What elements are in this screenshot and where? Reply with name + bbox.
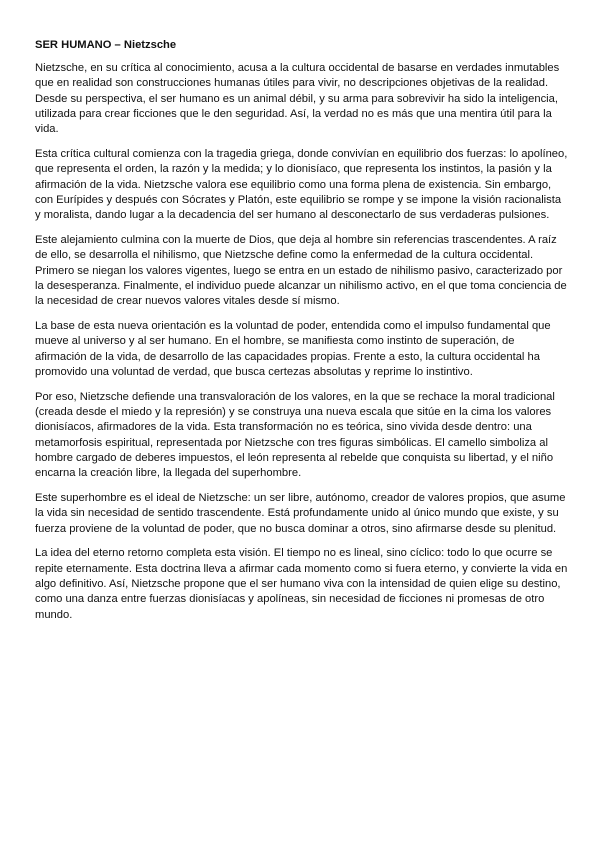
- paragraph-4: La base de esta nueva orientación es la voluntad de poder, entendida como el impulso fundamental que mueve al universo y al ser humano. En el hombre, se manifiesta como instinto de superación, de afirmación de la vida, de desarrollo de las capacidades propias. Frente a esto, la cultura occidental ha promovido una voluntad de verdad, que busca certezas absolutas y reprime lo instintivo.: [35, 319, 551, 378]
- paragraph-1: Nietzsche, en su crítica al conocimiento, acusa a la cultura occidental de basarse en verdades inmutables que en realidad son construcciones humanas útiles para vivir, no descripciones objetivas de la realidad. Desde su perspectiva, el ser humano es un animal débil, y su arma para sobrevivir ha sido la inteligencia, utilizada para crear ficciones que le den seguridad. Así, la verdad no es más que una mentira útil para la vida.: [35, 62, 560, 136]
- paragraph-5: Por eso, Nietzsche defiende una transvaloración de los valores, en la que se rechace la moral tradicional (creada desde el miedo y la represión) y se construya una nueva escala que sitúe en la cima los valores dionisíacos, afirmadores de la vida. Esta transformación no es teórica, sino vivida desde dentro: una metamorfosis espiritual, representada por Nietzsche con tres figuras simbólicas. El camello simboliza al hombre cargado de deberes impuestos, el león representa al rebelde que conquista su libertad, y el niño encarna la creación libre, la llegada del superhombre.: [35, 390, 555, 480]
- paragraph-2: Esta crítica cultural comienza con la tragedia griega, donde convivían en equilibrio dos fuerzas: lo apolíneo, que representa el orden, la razón y la medida; y lo dionisíaco, que representa los instintos, la pasión y la afirmación de la vida. Nietzsche valora ese equilibrio como una forma plena de existencia. Sin embargo, con Eurípides y después con Sócrates y Platón, este equilibrio se rompe y se impone la visión racionalista y moralista, dando lugar a la decadencia del ser humano al desconectarlo de sus verdaderas pulsiones.: [35, 147, 568, 222]
- paragraph-6: Este superhombre es el ideal de Nietzsche: un ser libre, autónomo, creador de valores propios, que asume la vida sin necesidad de sentido trascendente. Está profundamente unido al único mundo que existe, y su fuerza proviene de la voluntad de poder, que no busca dominar a otros, sino afirmarse desde su plenitud.: [35, 491, 566, 535]
- document-page: [35, 38, 569, 632]
- paragraph-7: La idea del eterno retorno completa esta visión. El tiempo no es lineal, sino cíclico: todo lo que ocurre se repite eternamente. Esta doctrina lleva a afirmar cada momento como si fuera eterno, y convierte la vida en algo definitivo. Así, Nietzsche propone que el ser humano viva con la intensidad de quien elige su destino, como una danza entre fuerzas dionisíacas y apolíneas, sin necesidad de ficciones ni promesas de otro mundo.: [35, 547, 568, 621]
- document-title: SER HUMANO – Nietzsche: [35, 39, 177, 51]
- paragraph-3: Este alejamiento culmina con la muerte de Dios, que deja al hombre sin referencias trascendentes. A raíz de ello, se desarrolla el nihilismo, que Nietzsche define como la enfermedad de la cultura occidental. Primero se niegan los valores vigentes, luego se entra en un estado de nihilismo pasivo, caracterizado por la desesperanza. Finalmente, el individuo puede alcanzar un nihilismo activo, en el que toma conciencia de la necesidad de crear nuevos valores vitales desde sí mismo.: [35, 233, 567, 308]
